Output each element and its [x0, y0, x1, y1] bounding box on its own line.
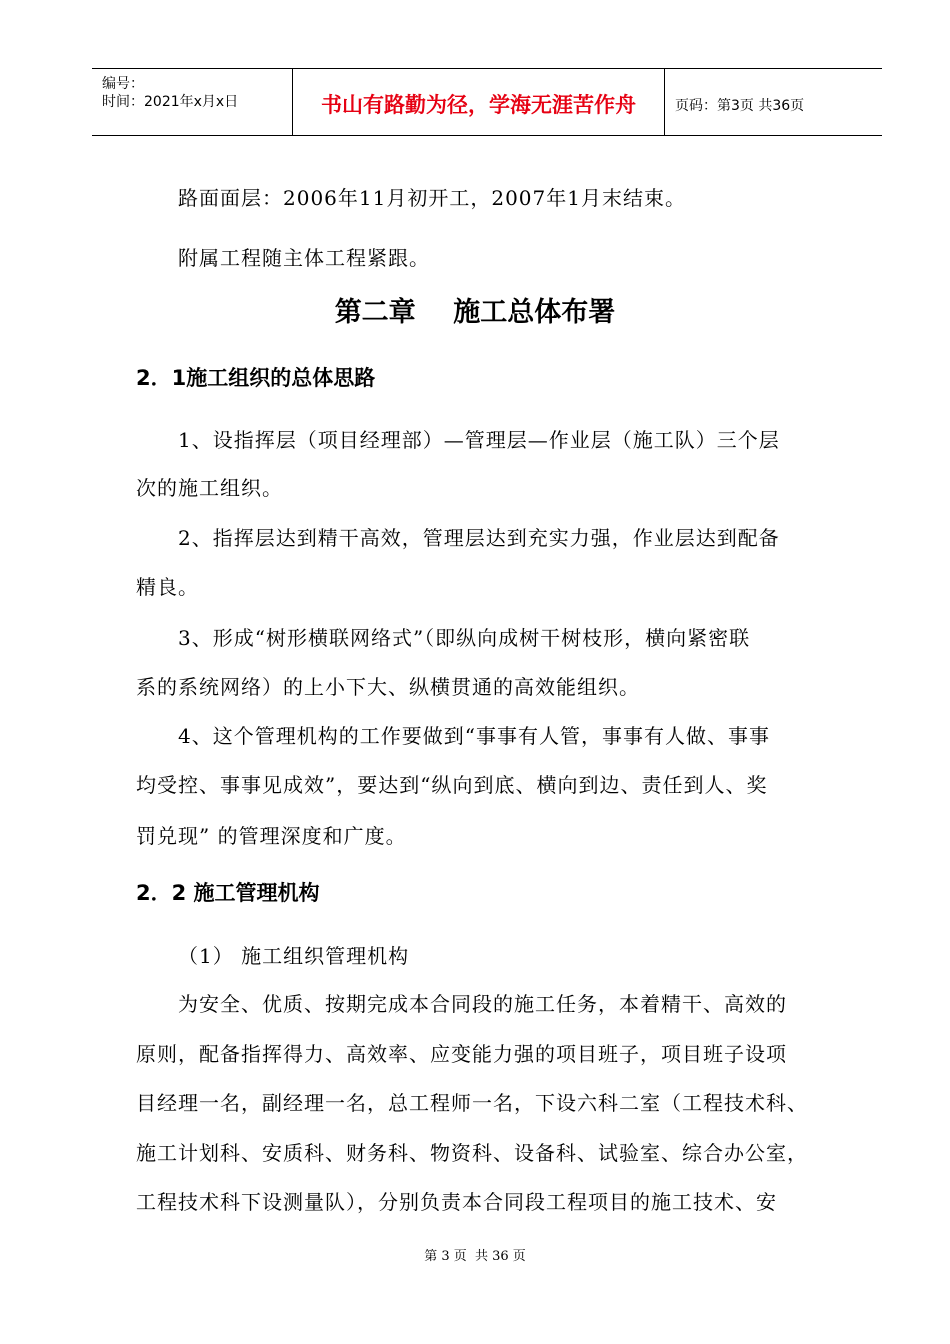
header-motto: 书山有路勤为径，学海无涯苦作舟: [321, 93, 636, 117]
paragraph-line: 1、设指挥层（项目经理部）—管理层—作业层（施工队）三个层: [178, 428, 780, 452]
paragraph-line: 原则，配备指挥得力、高效率、应变能力强的项目班子，项目班子设项: [136, 1042, 787, 1066]
paragraph-line: 2、指挥层达到精干高效，管理层达到充实力强，作业层达到配备: [178, 526, 780, 550]
paragraph-line: 目经理一名，副经理一名，总工程师一名，下设六科二室（工程技术科、: [136, 1091, 808, 1115]
page-footer: 第 3 页 共 36 页: [424, 1249, 526, 1264]
subsection-title: （1） 施工组织管理机构: [178, 944, 410, 968]
paragraph-line: 为安全、优质、按期完成本合同段的施工任务，本着精干、高效的: [178, 992, 787, 1016]
paragraph-line: 精良。: [136, 575, 199, 599]
header-page-cell: [665, 69, 882, 135]
paragraph-line: 均受控、事事见成效”，要达到“纵向到底、横向到边、责任到人、奖: [136, 773, 768, 797]
header-motto-cell: [293, 69, 665, 135]
header-info-cell: [92, 69, 293, 135]
paragraph-pavement: 路面面层：2006年11月初开工，2007年1月末结束。: [178, 186, 686, 210]
paragraph-line: 次的施工组织。: [136, 476, 283, 500]
paragraph-line: 罚兑现” 的管理深度和广度。: [136, 824, 407, 848]
page-header: [92, 68, 882, 136]
chapter-title: 第二章 施工总体布署: [334, 297, 616, 328]
paragraph-line: 施工计划科、安质科、财务科、物资科、设备科、试验室、综合办公室，: [136, 1141, 808, 1165]
header-page-info: 页码：第3页 共36页: [675, 98, 805, 114]
paragraph-line: 系的系统网络）的上小下大、纵横贯通的高效能组织。: [136, 675, 640, 699]
section-title-2-1: 2．1施工组织的总体思路: [136, 366, 376, 390]
paragraph-line: 3、形成“树形横联网络式”（即纵向成树干树枝形，横向紧密联: [178, 626, 751, 650]
document-id-label: 编号：: [102, 76, 144, 92]
document-time: 时间：2021年x月x日: [102, 94, 239, 110]
section-title-2-2: 2．2 施工管理机构: [136, 881, 320, 905]
paragraph-line: 工程技术科下设测量队），分别负责本合同段工程项目的施工技术、安: [136, 1190, 777, 1214]
paragraph-line: 4、这个管理机构的工作要做到“事事有人管，事事有人做、事事: [178, 724, 770, 748]
paragraph-ancillary: 附属工程随主体工程紧跟。: [178, 246, 430, 270]
